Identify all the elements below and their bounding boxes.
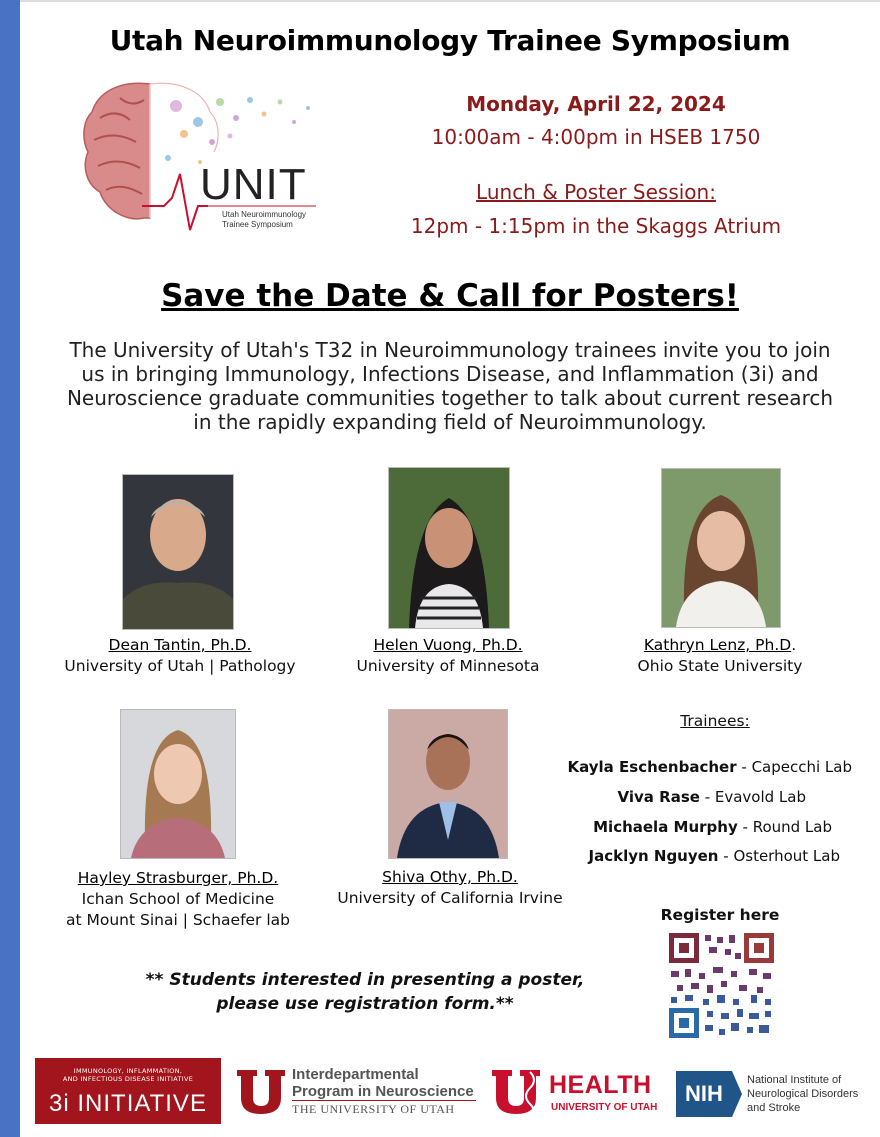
u-health-title: HEALTH: [549, 1071, 652, 1099]
3i-initiative-logo: [35, 1058, 221, 1124]
qr-code-icon: [669, 933, 774, 1038]
speaker-name: Dean Tantin, Ph.D.: [108, 636, 252, 654]
3i-subtitle-line-2: AND INFECTIOUS DISEASE INITIATIVE: [62, 1075, 194, 1083]
3i-subtitle-line-1: IMMUNOLOGY, INFLAMMATION,: [73, 1067, 183, 1075]
lunch-heading: Lunch & Poster Session:: [476, 180, 716, 204]
headline: [20, 278, 880, 314]
speaker-photo-kathryn-lenz: [661, 468, 781, 628]
nih-logo-arrow: [732, 1071, 742, 1117]
left-accent-bar: [0, 0, 20, 1137]
trainee-name: Jacklyn Nguyen: [588, 847, 719, 865]
page-title: Utah Neuroimmunology Trainee Symposium: [109, 24, 791, 57]
ninds-text: [747, 1073, 858, 1115]
ipn-line-2: Program in Neuroscience: [292, 1083, 474, 1100]
speaker-affiliation: University of Minnesota: [356, 657, 540, 675]
trainee-item: [618, 788, 806, 806]
trainee-lab: - Round Lab: [737, 818, 832, 836]
ipn-logo-text: [292, 1066, 474, 1100]
intro-paragraph: The University of Utah's T32 in Neuroimmunology trainees invite you to join us in bringing Immunology, Infections Disease, and Inflammation (3i) and Neuroscience graduate communities together to talk about current research in the rapidly expanding field of Neuroimmunology.: [66, 338, 834, 434]
u-health-subtitle: UNIVERSITY OF UTAH: [551, 1102, 658, 1113]
trainee-item: [567, 758, 852, 776]
trainee-name: Kayla Eschenbacher: [567, 758, 737, 776]
speaker-photo-shiva-othy: [388, 709, 508, 859]
portrait-illustration: [123, 475, 233, 629]
trainee-lab: - Osterhout Lab: [718, 847, 840, 865]
portrait-illustration: [121, 710, 235, 858]
portrait-illustration: [662, 469, 780, 627]
unit-logo-subtitle-2: Trainee Symposium: [222, 220, 293, 229]
speaker-affiliation: University of Utah | Pathology: [64, 657, 296, 675]
ninds-line-3: and Stroke: [747, 1102, 801, 1114]
unit-logo-text: UNIT: [200, 160, 307, 209]
registration-qr-code[interactable]: [669, 933, 774, 1038]
u-health-block-u-icon: [490, 1068, 544, 1120]
speaker-name: Kathryn Lenz, Ph.D: [643, 636, 792, 654]
speaker-name-wrap: [600, 636, 840, 654]
speaker-affiliation: at Mount Sinai | Schaefer lab: [65, 911, 291, 929]
speaker-affiliation: Ichan School of Medicine: [81, 890, 275, 908]
ipn-subtitle: THE UNIVERSITY OF UTAH: [292, 1102, 455, 1116]
speaker-affiliation: University of California Irvine: [337, 889, 563, 907]
trainee-lab: - Capecchi Lab: [736, 758, 852, 776]
3i-initiative-title: 3i INITIATIVE: [49, 1090, 207, 1117]
event-time: 10:00am - 4:00pm in HSEB 1750: [431, 125, 761, 149]
lunch-time: 12pm - 1:15pm in the Skaggs Atrium: [410, 214, 782, 238]
register-label: Register here: [660, 906, 780, 924]
event-date: Monday, April 22, 2024: [466, 92, 726, 116]
speaker-name: Hayley Strasburger, Ph.D.: [77, 869, 279, 887]
top-border: [20, 0, 880, 2]
speaker-name-suffix: .: [791, 636, 797, 654]
speaker-affiliation: Ohio State University: [637, 657, 803, 675]
trainee-name: Michaela Murphy: [593, 818, 738, 836]
speaker-photo-helen-vuong: [388, 467, 510, 629]
unit-logo: [80, 78, 330, 238]
poster-note-line-1: ** Students interested in presenting a poster,: [145, 970, 585, 990]
ipn-divider: [292, 1100, 476, 1101]
ninds-line-1: National Institute of: [747, 1074, 842, 1086]
unit-logo-subtitle-1: Utah Neuroimmunology: [222, 210, 307, 219]
trainee-name: Viva Rase: [617, 788, 700, 806]
3i-initiative-subtitle: [35, 1067, 221, 1083]
trainee-item: [589, 847, 841, 865]
nih-logo: NIH: [676, 1071, 732, 1117]
trainees-heading: Trainees:: [680, 712, 750, 730]
speaker-name: Shiva Othy, Ph.D.: [382, 868, 518, 886]
ninds-line-2: Neurological Disorders: [747, 1088, 859, 1100]
speaker-photo-dean-tantin: [122, 474, 234, 630]
poster-note-line-2: please use registration form.**: [216, 994, 514, 1014]
university-of-utah-block-u-icon: [235, 1068, 287, 1120]
poster-note: [130, 968, 600, 1016]
portrait-illustration: [389, 468, 509, 628]
portrait-illustration: [389, 710, 507, 858]
speaker-photo-hayley-strasburger: [120, 709, 236, 859]
trainee-item: [593, 818, 832, 836]
headline-text: Save the Date & Call for Posters!: [161, 278, 739, 314]
trainee-lab: - Evavold Lab: [699, 788, 806, 806]
speaker-name: Helen Vuong, Ph.D.: [373, 636, 523, 654]
ipn-line-1: Interdepartmental: [292, 1066, 419, 1083]
